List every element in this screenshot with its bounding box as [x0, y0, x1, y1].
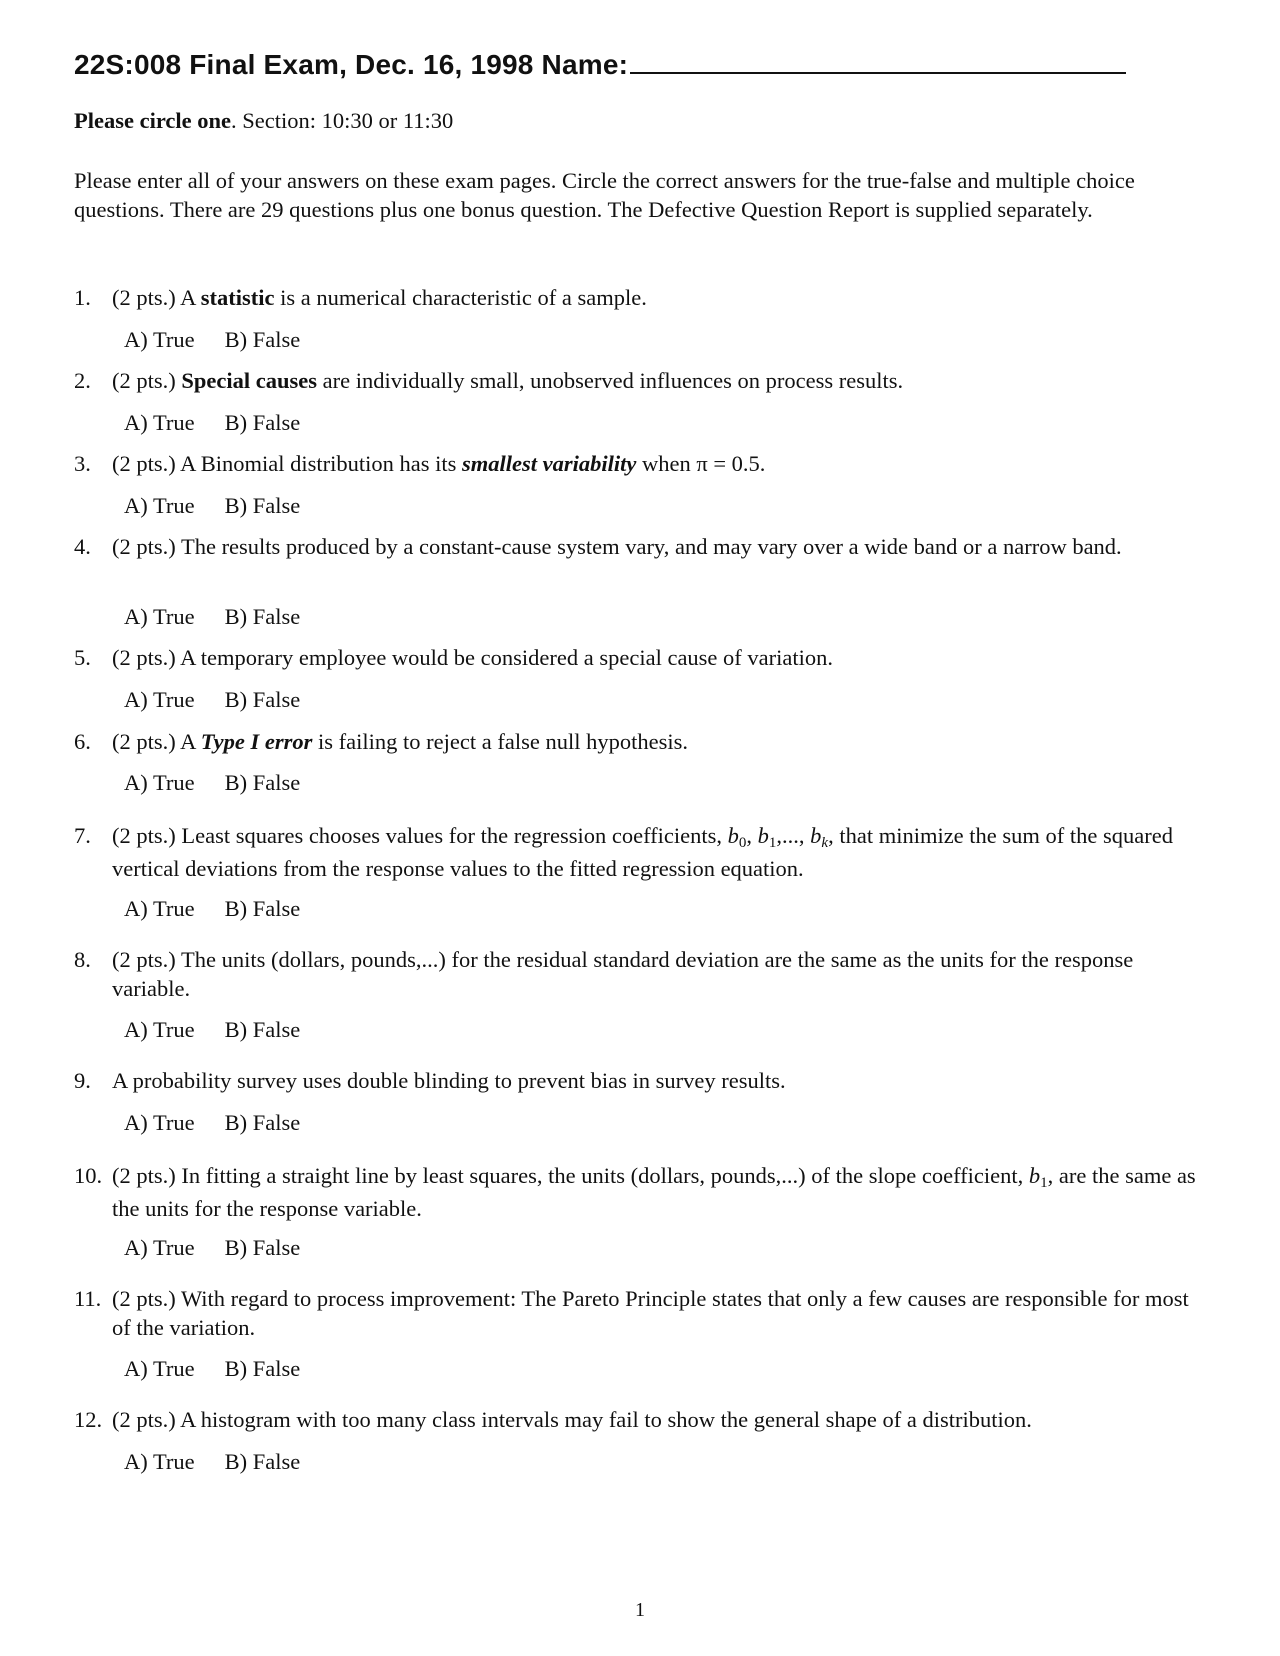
option-true[interactable]: A) True	[124, 770, 195, 795]
question-text: (2 pts.) Least squares chooses values for the regression coefficients, $b_0$, $b_1$,..., $b_k$, that minimize the sum of the squared vertical deviations from the response values to the fitted regression equation.	[112, 823, 1173, 881]
option-true[interactable]: A) True	[124, 896, 195, 921]
question-text: (2 pts.) A Type I error is failing to reject a false null hypothesis.	[112, 729, 688, 754]
option-true[interactable]: A) True	[124, 410, 195, 435]
question-number: 9.	[74, 1068, 91, 1093]
question-text: (2 pts.) A temporary employee would be considered a special cause of variation.	[112, 645, 834, 670]
option-false[interactable]: B) False	[224, 687, 301, 712]
option-true[interactable]: A) True	[124, 1235, 195, 1260]
option-false[interactable]: B) False	[224, 1449, 301, 1474]
question-2-options	[124, 408, 300, 437]
option-false[interactable]: B) False	[224, 1235, 301, 1260]
question-1	[74, 283, 1204, 312]
question-8	[74, 945, 1204, 1003]
option-true[interactable]: A) True	[124, 1017, 195, 1042]
question-4-options	[124, 602, 300, 631]
option-false[interactable]: B) False	[224, 896, 301, 921]
option-false[interactable]: B) False	[224, 1017, 301, 1042]
question-3	[74, 449, 1204, 478]
question-4	[74, 532, 1204, 561]
exam-title-text: 22S:008 Final Exam, Dec. 16, 1998 Name:	[74, 49, 629, 80]
question-10	[74, 1159, 1204, 1225]
question-5-options	[124, 685, 300, 714]
question-number: 8.	[74, 947, 91, 972]
question-12-options	[124, 1447, 300, 1476]
option-true[interactable]: A) True	[124, 687, 195, 712]
question-text: A probability survey uses double blinding to prevent bias in survey results.	[112, 1068, 786, 1093]
instructions: Please enter all of your answers on these exam pages. Circle the correct answers for the true-false and multiple choice questions. There are 29 questions plus one bonus question. The Defective Question Report is supplied separately.	[74, 168, 1135, 222]
question-text: (2 pts.) A histogram with too many class intervals may fail to show the general shape of a distribution.	[112, 1407, 1032, 1432]
question-6-options	[124, 768, 300, 797]
question-text: (2 pts.) In fitting a straight line by least squares, the units (dollars, pounds,...) of the slope coefficient, $b_1$, are the same as the units for the response variable.	[112, 1163, 1196, 1221]
option-true[interactable]: A) True	[124, 493, 195, 518]
question-text: (2 pts.) A statistic is a numerical characteristic of a sample.	[112, 285, 647, 310]
option-false[interactable]: B) False	[224, 1110, 301, 1135]
option-false[interactable]: B) False	[224, 410, 301, 435]
question-12	[74, 1405, 1204, 1434]
question-7	[74, 819, 1204, 885]
question-text: (2 pts.) The units (dollars, pounds,...) for the residual standard deviation are the same as the units for the response variable.	[112, 947, 1134, 1001]
section-choice-text: . Section: 10:30 or 11:30	[231, 108, 454, 133]
option-true[interactable]: A) True	[124, 1449, 195, 1474]
option-false[interactable]: B) False	[224, 327, 301, 352]
option-false[interactable]: B) False	[224, 770, 301, 795]
question-9	[74, 1066, 1204, 1095]
question-11	[74, 1284, 1204, 1342]
option-true[interactable]: A) True	[124, 327, 195, 352]
question-number: 10.	[74, 1163, 103, 1188]
name-blank-line	[630, 46, 1126, 74]
option-false[interactable]: B) False	[224, 604, 301, 629]
section-choice	[74, 106, 453, 135]
question-2	[74, 366, 1204, 395]
section-choice-label: Please circle one	[74, 108, 232, 133]
option-true[interactable]: A) True	[124, 1110, 195, 1135]
question-text: (2 pts.) A Binomial distribution has its smallest variability when π = 0.5.	[112, 451, 766, 476]
question-5	[74, 643, 1204, 672]
question-number: 3.	[74, 451, 91, 476]
question-number: 2.	[74, 368, 91, 393]
question-10-options	[124, 1233, 300, 1262]
question-6	[74, 727, 1204, 756]
question-text: (2 pts.) Special causes are individually small, unobserved influences on process results.	[112, 368, 904, 393]
question-3-options	[124, 491, 300, 520]
question-text: (2 pts.) With regard to process improvement: The Pareto Principle states that only a few causes are responsible for most of the variation.	[112, 1286, 1189, 1340]
question-number: 11.	[74, 1286, 102, 1311]
question-number: 1.	[74, 285, 91, 310]
option-true[interactable]: A) True	[124, 604, 195, 629]
question-text: (2 pts.) The results produced by a constant-cause system vary, and may vary over a wide band or a narrow band.	[112, 534, 1122, 559]
question-number: 12.	[74, 1407, 103, 1432]
question-number: 7.	[74, 823, 91, 848]
question-number: 6.	[74, 729, 91, 754]
question-7-options	[124, 894, 300, 923]
exam-title	[74, 46, 1126, 81]
question-number: 4.	[74, 534, 91, 559]
question-8-options	[124, 1015, 300, 1044]
question-9-options	[124, 1108, 300, 1137]
page-number: 1	[635, 1599, 645, 1621]
option-false[interactable]: B) False	[224, 493, 301, 518]
question-11-options	[124, 1354, 300, 1383]
option-false[interactable]: B) False	[224, 1356, 301, 1381]
question-number: 5.	[74, 645, 91, 670]
option-true[interactable]: A) True	[124, 1356, 195, 1381]
question-1-options	[124, 325, 300, 354]
